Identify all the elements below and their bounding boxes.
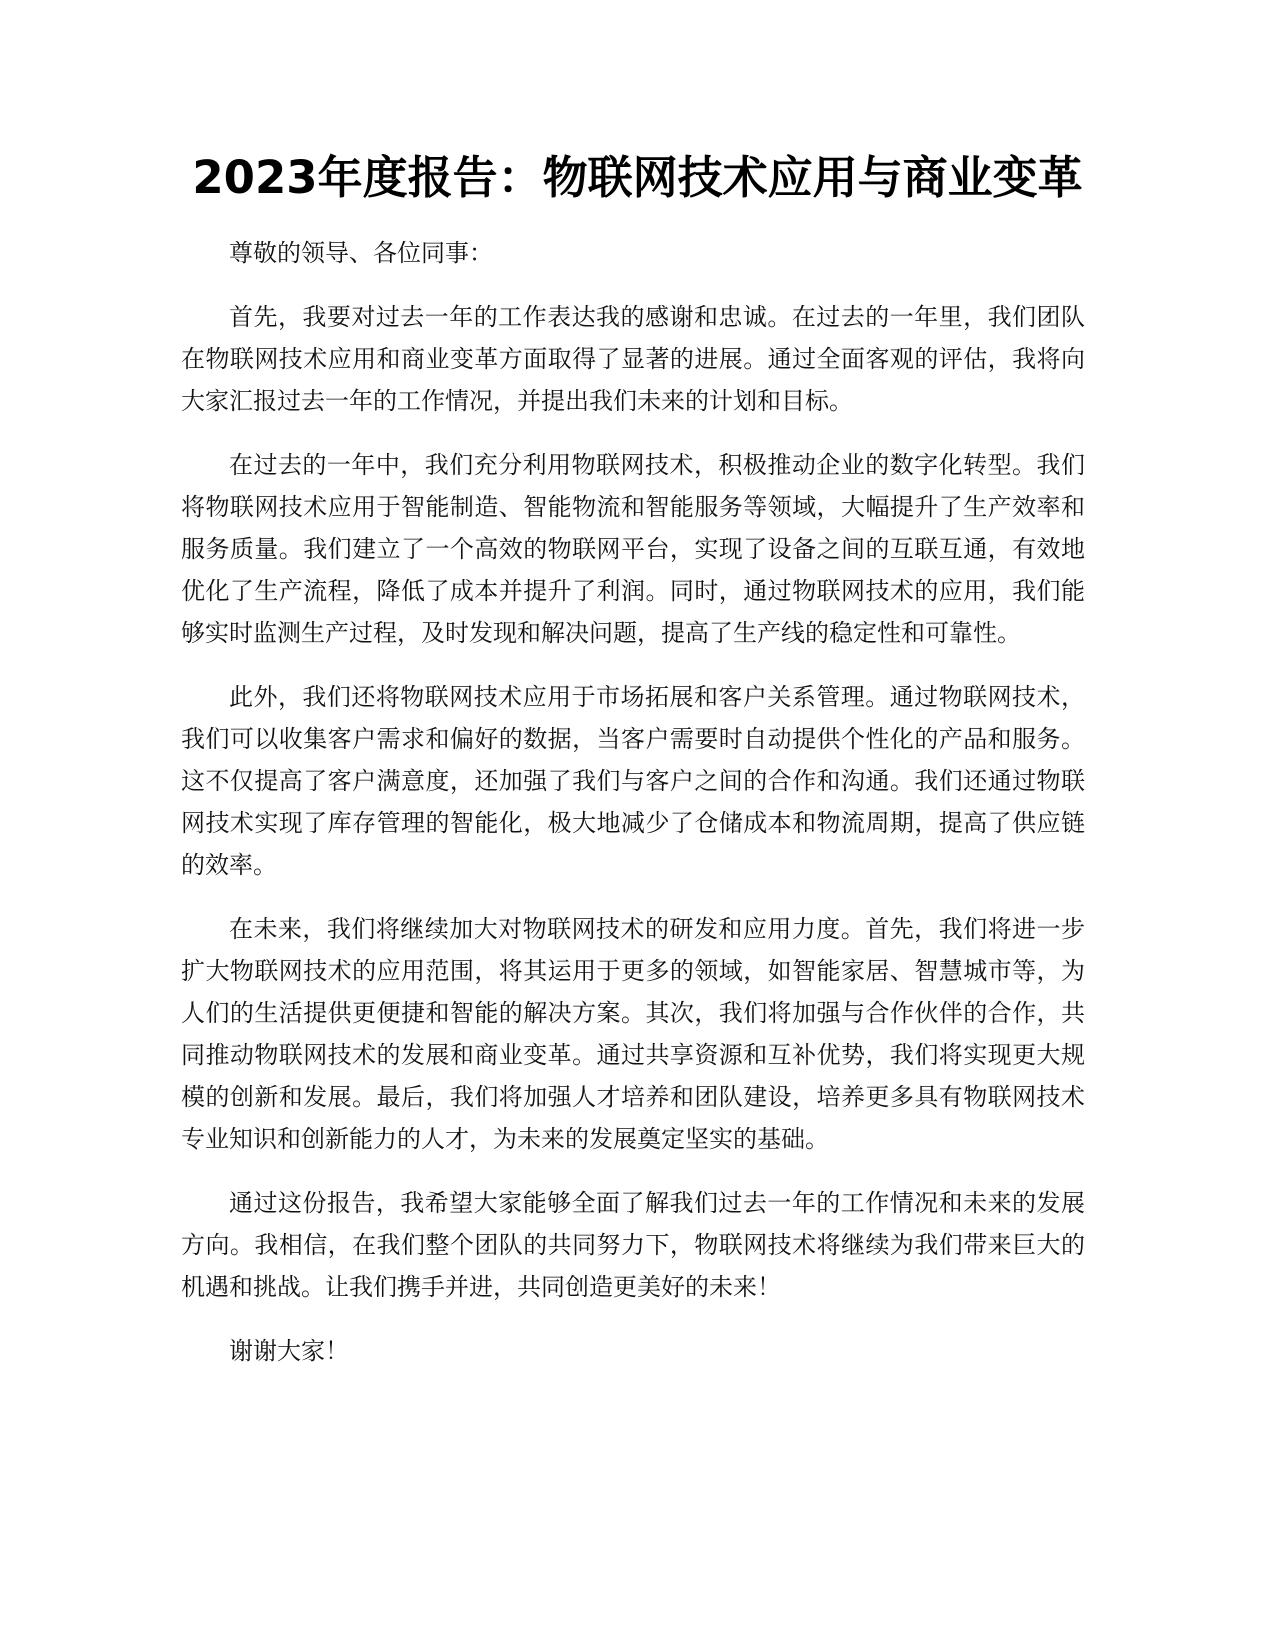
document-body xyxy=(181,232,1085,1394)
document-title: 2023年度报告：物联网技术应用与商业变革 xyxy=(192,151,1083,204)
paragraph: 在过去的一年中，我们充分利用物联网技术，积极推动企业的数字化转型。我们将物联网技术应用于智能制造、智能物流和智能服务等领域，大幅提升了生产效率和服务质量。我们建立了一个高效的物联网平台，实现了设备之间的互联互通，有效地优化了生产流程，降低了成本并提升了利润。同时，通过物联网技术的应用，我们能够实时监测生产过程，及时发现和解决问题，提高了生产线的稳定性和可靠性。 xyxy=(181,451,1085,647)
paragraph: 通过这份报告，我希望大家能够全面了解我们过去一年的工作情况和未来的发展方向。我相信，在我们整个团队的共同努力下，物联网技术将继续为我们带来巨大的机遇和挑战。让我们携手并进，共同创造更美好的未来！ xyxy=(181,1189,1085,1301)
paragraph: 此外，我们还将物联网技术应用于市场拓展和客户关系管理。通过物联网技术，我们可以收集客户需求和偏好的数据，当客户需要时自动提供个性化的产品和服务。这不仅提高了客户满意度，还加强了我们与客户之间的合作和沟通。我们还通过物联网技术实现了库存管理的智能化，极大地减少了仓储成本和物流周期，提高了供应链的效率。 xyxy=(181,683,1085,879)
paragraph-greeting: 尊敬的领导、各位同事： xyxy=(229,239,493,267)
paragraph: 首先，我要对过去一年的工作表达我的感谢和忠诚。在过去的一年里，我们团队在物联网技术应用和商业变革方面取得了显著的进展。通过全面客观的评估，我将向大家汇报过去一年的工作情况，并提出我们未来的计划和目标。 xyxy=(181,303,1085,415)
paragraph: 在未来，我们将继续加大对物联网技术的研发和应用力度。首先，我们将进一步扩大物联网技术的应用范围，将其运用于更多的领域，如智能家居、智慧城市等，为人们的生活提供更便捷和智能的解决方案。其次，我们将加强与合作伙伴的合作，共同推动物联网技术的发展和商业变革。通过共享资源和互补优势，我们将实现更大规模的创新和发展。最后，我们将加强人才培养和团队建设，培养更多具有物联网技术专业知识和创新能力的人才，为未来的发展奠定坚实的基础。 xyxy=(181,915,1085,1153)
paragraph-closing: 谢谢大家！ xyxy=(229,1337,349,1365)
